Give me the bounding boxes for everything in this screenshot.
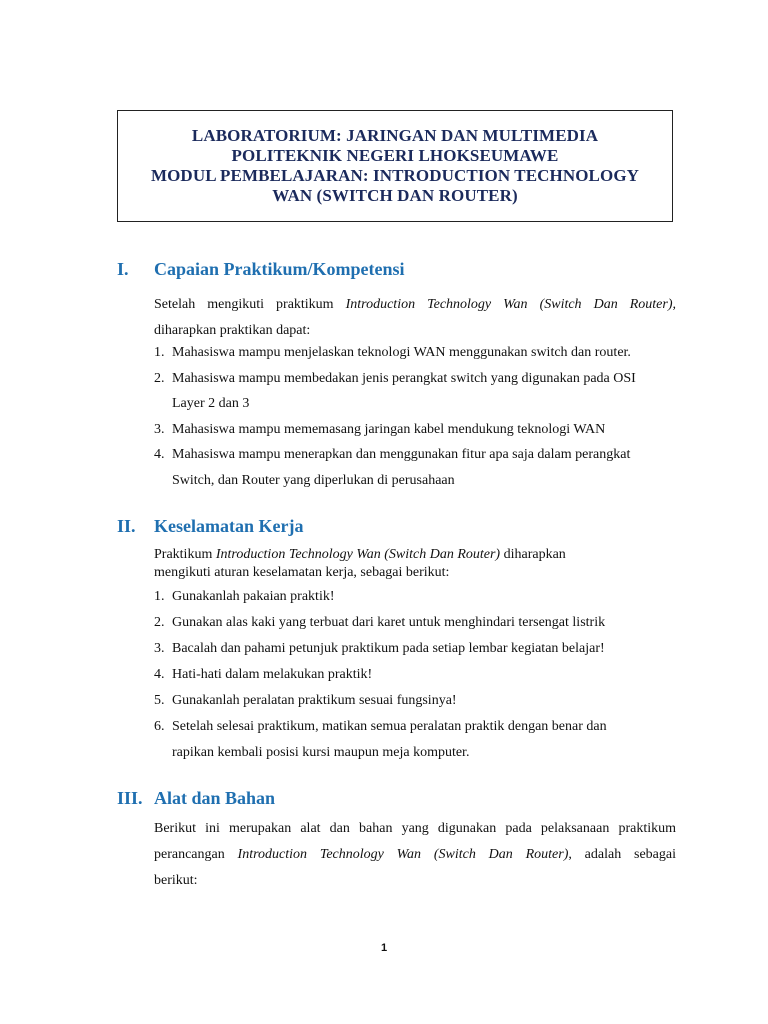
page-number: 1 [380, 942, 388, 954]
list-item: 4. Mahasiswa mampu menerapkan dan menggunakan fitur apa saja dalam perangkat [154, 447, 631, 462]
section-1-list [154, 340, 694, 493]
header-line-lab: LABORATORIUM: JARINGAN DAN MULTIMEDIA [191, 126, 599, 145]
intro-text-after: diharapkan [500, 547, 566, 562]
list-item: 5. Gunakanlah peralatan praktikum sesuai fungsinya! [154, 693, 457, 708]
section-1-intro [154, 292, 676, 344]
list-item: 4. Hati-hati dalam melakukan praktik! [154, 667, 373, 682]
header-line-institution: POLITEKNIK NEGERI LHOKSEUMAWE [231, 146, 559, 165]
list-item-cont: Switch, dan Router yang diperlukan di perusahaan [172, 472, 455, 488]
intro-text-2: perancangan [154, 847, 238, 862]
intro-text: Setelah mengikuti praktikum [154, 297, 346, 312]
section-3-intro [154, 816, 676, 894]
list-item: 2. Mahasiswa mampu membedakan jenis perangkat switch yang digunakan pada OSI [154, 370, 636, 386]
section-title: Capaian Praktikum/Kompetensi [154, 259, 405, 279]
intro-italic: Introduction Technology Wan (Switch Dan Router) [215, 547, 501, 562]
list-item: 3. Mahasiswa mampu mememasang jaringan kabel mendukung teknologi WAN [154, 421, 606, 437]
section-number: III. [117, 788, 143, 808]
list-item: 6. Setelah selesai praktikum, matikan semua peralatan praktik dengan benar dan [154, 719, 607, 734]
section-2-list [154, 584, 694, 766]
intro-text-3: berikut: [154, 873, 198, 888]
list-item-cont: rapikan kembali posisi kursi maupun meja komputer. [172, 745, 470, 760]
section-title: Keselamatan Kerja [154, 516, 304, 536]
section-heading-1 [117, 259, 405, 280]
section-heading-3 [117, 788, 275, 809]
intro-italic: Introduction Technology Wan (Switch Dan Router) [237, 847, 569, 862]
list-item: 1. Gunakanlah pakaian praktik! [154, 589, 335, 604]
section-number: II. [117, 516, 136, 536]
section-number: I. [117, 259, 129, 279]
intro-text-cont: diharapkan praktikan dapat: [154, 323, 311, 338]
header-line-module-cont: WAN (SWITCH DAN ROUTER) [272, 186, 518, 205]
intro-text: Praktikum [154, 547, 216, 562]
intro-text: Berikut ini merupakan alat dan bahan yang digunakan pada pelaksanaan praktikum [154, 821, 676, 836]
section-2-intro [154, 546, 676, 582]
intro-text-after: , adalah sebagai [568, 847, 676, 862]
section-heading-2 [117, 516, 303, 537]
title-box [117, 110, 673, 222]
list-item: 1. Mahasiswa mampu menjelaskan teknologi WAN menggunakan switch dan router. [154, 345, 631, 360]
section-title: Alat dan Bahan [154, 788, 276, 808]
list-item: 2. Gunakan alas kaki yang terbuat dari karet untuk menghindari tersengat listrik [154, 615, 606, 630]
intro-italic: Introduction Technology Wan (Switch Dan Router), [345, 297, 676, 312]
header-line-module: MODUL PEMBELAJARAN: INTRODUCTION TECHNOLOGY [150, 166, 640, 185]
list-item-cont: Layer 2 dan 3 [172, 396, 250, 411]
intro-text-cont: mengikuti aturan keselamatan kerja, sebagai berikut: [154, 565, 450, 580]
list-item: 3. Bacalah dan pahami petunjuk praktikum pada setiap lembar kegiatan belajar! [154, 641, 605, 656]
